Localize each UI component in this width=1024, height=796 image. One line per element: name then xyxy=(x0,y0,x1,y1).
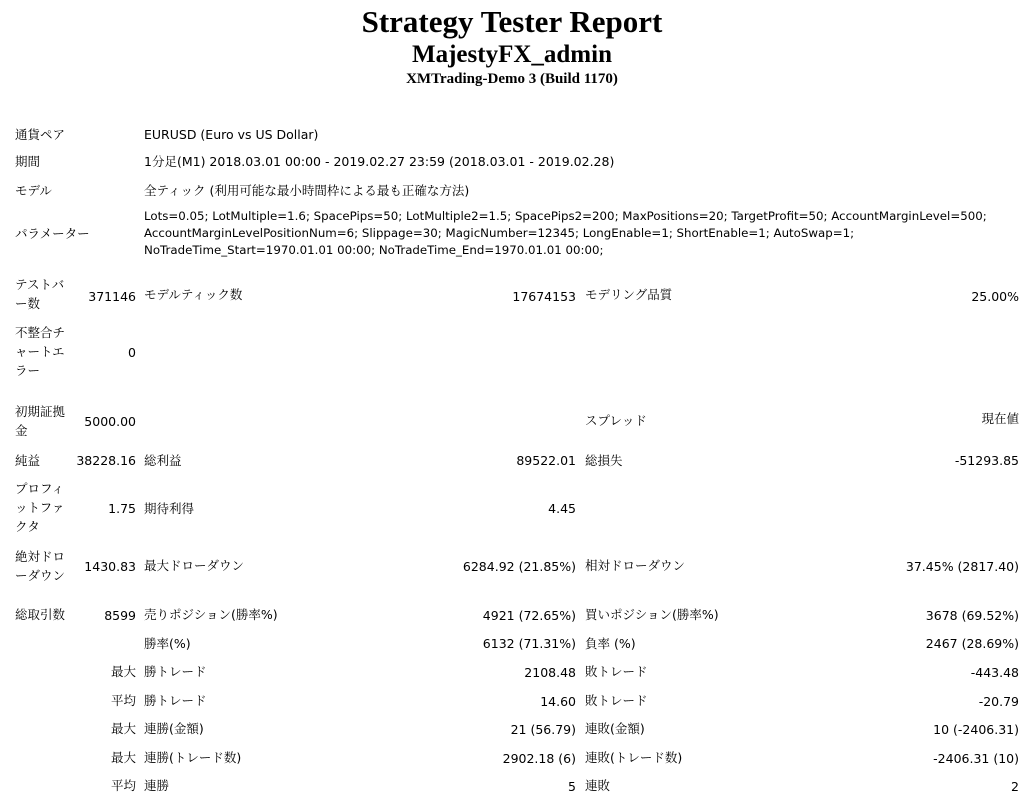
consecutive-profit-value: 2902.18 (6) xyxy=(502,751,576,766)
largest-win-label: 勝トレード xyxy=(144,664,207,679)
short-positions-label: 売りポジション(勝率%) xyxy=(144,607,278,622)
average-consecutive-label: 平均 xyxy=(110,778,136,793)
gross-profit-value: 89522.01 xyxy=(516,453,576,468)
max-consecutive-trades-label: 最大 xyxy=(110,750,136,765)
expected-payoff-label: 期待利得 xyxy=(144,501,195,516)
average-consecutive-wins-label: 連勝 xyxy=(144,778,170,793)
gross-loss-label: 総損失 xyxy=(585,453,623,468)
account-name: MajestyFX_admin xyxy=(412,41,612,68)
abs-drawdown-label-line-2: ーダウン xyxy=(15,568,66,583)
ticks-label: モデルティック数 xyxy=(144,287,243,302)
profit-factor-label-line-2: ットファ xyxy=(15,500,65,515)
profit-factor-label-line-1: プロフィ xyxy=(15,481,65,496)
consecutive-wins-money-value: 21 (56.79) xyxy=(510,722,576,737)
total-trades-value: 8599 xyxy=(104,608,136,623)
profit-factor-label-line-3: クタ xyxy=(15,519,40,534)
server-build: XMTrading-Demo 3 (Build 1170) xyxy=(406,71,618,87)
parameters-line-1: Lots=0.05; LotMultiple=1.6; SpacePips=50; LotMultiple2=1.5; SpacePips2=200; MaxPositions=20; TargetProfit=50; AccountMarginLevel=500; xyxy=(144,209,987,223)
win-rate-value: 6132 (71.31%) xyxy=(482,636,576,651)
symbol-value: EURUSD (Euro vs US Dollar) xyxy=(144,127,319,142)
model-label: モデル xyxy=(15,183,52,198)
mismatch-label-line-3: ラー xyxy=(15,363,41,378)
average-loss-value: -20.79 xyxy=(978,694,1019,709)
max-consecutive-label: 最大 xyxy=(110,721,136,736)
net-profit-label: 純益 xyxy=(15,453,41,468)
bars-value: 371146 xyxy=(88,289,136,304)
loss-rate-label: 負率 (%) xyxy=(585,636,636,651)
deposit-label-line-2: 金 xyxy=(15,423,28,438)
period-label: 期間 xyxy=(15,154,41,169)
period-value: 1分足(M1) 2018.03.01 00:00 - 2019.02.27 23:59 (2018.03.01 - 2019.02.28) xyxy=(144,154,615,169)
ticks-value: 17674153 xyxy=(512,289,576,304)
quality-value: 25.00% xyxy=(971,289,1019,304)
largest-loss-label: 敗トレード xyxy=(585,664,648,679)
average-win-value: 14.60 xyxy=(540,694,576,709)
gross-profit-label: 総利益 xyxy=(144,453,182,468)
report-title: Strategy Tester Report xyxy=(361,4,663,39)
symbol-label: 通貨ペア xyxy=(15,127,66,142)
average-consecutive-losses-value: 2 xyxy=(1011,779,1019,794)
spread-value: 現在値 xyxy=(981,411,1019,426)
consecutive-loss-label: 連敗(トレード数) xyxy=(585,750,683,765)
win-rate-label: 勝率(%) xyxy=(144,636,191,651)
mismatch-value: 0 xyxy=(128,345,136,360)
average-label: 平均 xyxy=(110,693,136,708)
average-consecutive-losses-label: 連敗 xyxy=(585,778,611,793)
model-value: 全ティック (利用可能な最小時間枠による最も正確な方法) xyxy=(144,183,470,198)
consecutive-profit-label: 連勝(トレード数) xyxy=(144,750,242,765)
bars-label-line-1: テストバ xyxy=(15,277,65,292)
long-positions-label: 買いポジション(勝率%) xyxy=(585,607,719,622)
consecutive-wins-money-label: 連勝(金額) xyxy=(144,721,204,736)
short-positions-value: 4921 (72.65%) xyxy=(482,608,576,623)
deposit-value: 5000.00 xyxy=(84,414,136,429)
largest-label: 最大 xyxy=(110,664,136,679)
rel-drawdown-label: 相対ドローダウン xyxy=(585,558,686,573)
consecutive-losses-money-value: 10 (-2406.31) xyxy=(933,722,1019,737)
average-loss-label: 敗トレード xyxy=(585,693,648,708)
parameters-line-2: AccountMarginLevelPositionNum=6; Slippage=30; MagicNumber=12345; LongEnable=1; ShortEnable=1; AutoSwap=1; xyxy=(144,226,855,240)
mismatch-label-line-2: ャートエ xyxy=(15,344,65,359)
parameters-label: パラメーター xyxy=(15,226,90,241)
abs-drawdown-value: 1430.83 xyxy=(84,559,136,574)
gross-loss-value: -51293.85 xyxy=(954,453,1019,468)
max-drawdown-value: 6284.92 (21.85%) xyxy=(462,559,576,574)
rel-drawdown-value: 37.45% (2817.40) xyxy=(905,559,1019,574)
bars-label-line-2: ー数 xyxy=(15,296,41,311)
spread-label: スプレッド xyxy=(585,413,647,428)
parameters-line-3: NoTradeTime_Start=1970.01.01 00:00; NoTradeTime_End=1970.01.01 00:00; xyxy=(144,243,604,257)
loss-rate-value: 2467 (28.69%) xyxy=(925,636,1019,651)
average-win-label: 勝トレード xyxy=(144,693,207,708)
largest-win-value: 2108.48 xyxy=(524,665,576,680)
expected-payoff-value: 4.45 xyxy=(548,501,576,516)
largest-loss-value: -443.48 xyxy=(970,665,1019,680)
average-consecutive-wins-value: 5 xyxy=(568,779,576,794)
long-positions-value: 3678 (69.52%) xyxy=(925,608,1019,623)
consecutive-loss-value: -2406.31 (10) xyxy=(933,751,1019,766)
total-trades-label: 総取引数 xyxy=(15,607,66,622)
deposit-label-line-1: 初期証拠 xyxy=(15,404,66,419)
max-drawdown-label: 最大ドローダウン xyxy=(144,558,245,573)
mismatch-label-line-1: 不整合チ xyxy=(15,325,66,340)
abs-drawdown-label-line-1: 絶対ドロ xyxy=(15,549,66,564)
net-profit-value: 38228.16 xyxy=(76,453,136,468)
profit-factor-value: 1.75 xyxy=(108,501,136,516)
consecutive-losses-money-label: 連敗(金額) xyxy=(585,721,645,736)
quality-label: モデリング品質 xyxy=(585,287,673,302)
